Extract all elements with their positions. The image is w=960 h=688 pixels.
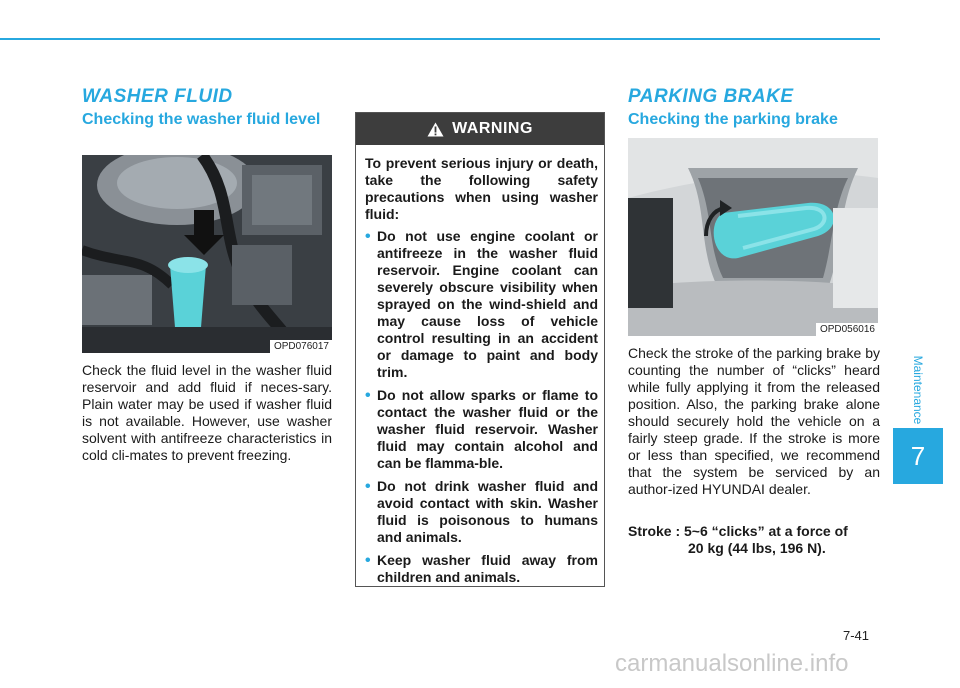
section-title-parking-brake: PARKING BRAKE — [628, 86, 794, 107]
chapter-tab: 7 — [893, 428, 943, 484]
warning-item-text: Do not drink washer fluid and avoid contact with skin. Washer fluid is poisonous to humans and animals. — [377, 478, 598, 545]
photo-caption: OPD056016 — [816, 323, 878, 336]
subtitle-checking-washer-fluid: Checking the washer fluid level — [82, 111, 321, 128]
warning-item-text: Keep washer fluid away from children and animals. — [377, 552, 598, 585]
warning-content — [356, 145, 604, 586]
header-rule — [0, 38, 880, 40]
bullet-icon: • — [365, 478, 371, 495]
warning-intro: To prevent serious injury or death, take the following safety precautions when using washer fluid: — [365, 155, 598, 222]
warning-item — [365, 552, 598, 586]
subtitle-checking-parking-brake: Checking the parking brake — [628, 111, 838, 128]
stroke-value-line-2: 20 kg (44 lbs, 196 N). — [688, 540, 826, 556]
stroke-spec-row — [628, 523, 880, 540]
stroke-spec — [628, 523, 880, 557]
warning-title: WARNING — [452, 120, 533, 137]
washer-fluid-body-text: Check the fluid level in the washer fluid reservoir and add fluid if neces-sary. Plain water may be used if washer fluid is not available. However, use washer solvent with antifreeze characteristics in cold cli-mates to prevent freezing. — [82, 362, 332, 463]
chapter-label: Maintenance — [911, 355, 925, 425]
page-number: 7-41 — [843, 628, 870, 643]
warning-triangle-icon — [427, 122, 444, 137]
photo-caption: OPD076017 — [270, 340, 332, 353]
bullet-icon: • — [365, 387, 371, 404]
warning-item-text: Do not use engine coolant or antifreeze in the washer fluid reservoir. Engine coolant can severely obscure visibility when sprayed on the wind-shield and may cause loss of vehicle control resulting in an accident or damage to paint and body trim. — [377, 228, 598, 380]
stroke-value-line-1: 5~6 “clicks” at a force of — [684, 523, 848, 539]
engine-bay-illustration — [82, 155, 332, 353]
stroke-label: Stroke : — [628, 523, 681, 539]
section-title-washer-fluid: WASHER FLUID — [82, 86, 233, 107]
parking-brake-illustration — [628, 138, 878, 336]
warning-item — [365, 228, 598, 381]
watermark: carmanualsonline.info — [615, 650, 849, 677]
parking-brake-photo — [628, 138, 878, 336]
warning-header — [356, 113, 604, 145]
bullet-icon: • — [365, 228, 371, 245]
warning-box — [355, 112, 605, 587]
warning-item-text: Do not allow sparks or flame to contact the washer fluid or the washer fluid reservoir. Washer fluid may contain alcohol and can be flamma-ble. — [377, 387, 598, 471]
warning-item — [365, 387, 598, 472]
warning-item — [365, 478, 598, 546]
bullet-icon: • — [365, 552, 371, 569]
parking-brake-body-text: Check the stroke of the parking brake by counting the number of “clicks” heard while fully applying it from the released position. Also, the parking brake alone should securely hold the vehicle on a fairly steep grade. If the stroke is more or less than specified, we recommend that the system be serviced by an author-ized HYUNDAI dealer. — [628, 345, 880, 497]
warning-list — [365, 228, 598, 586]
washer-fluid-reservoir-photo — [82, 155, 332, 353]
